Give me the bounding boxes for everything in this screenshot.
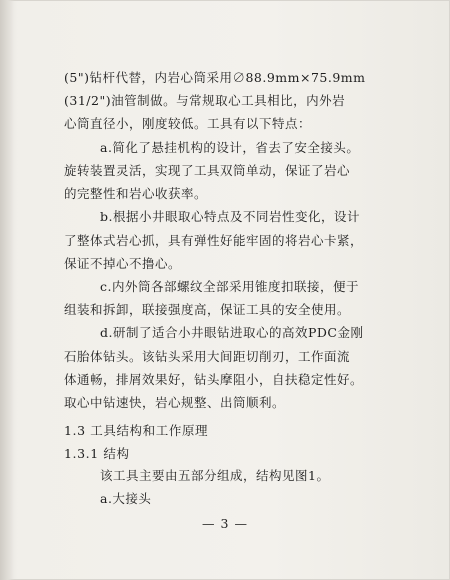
text-line-12: d.研制了适合小井眼钻进取心的高效PDC金刚: [100, 325, 364, 341]
text-line-6: 的完整性和岩心收获率。: [64, 186, 208, 202]
text-line-4: a.简化了悬挂机构的设计，省去了安全接头。: [100, 139, 360, 155]
section-heading-1-3: 1.3 工具结构和工作原理: [64, 422, 209, 438]
text-line-14: 体通畅，排屑效果好，钻头摩阻小，自扶稳定性好。: [64, 371, 364, 387]
text-line-2: (31/2")油管制做。与常规取心工具相比，内外岩: [64, 93, 346, 109]
section-heading-1-3-1: 1.3.1 结构: [64, 445, 130, 461]
page-number: — 3 —: [202, 516, 248, 531]
text-line-5: 旋转装置灵活，实现了工具双筒单动，保证了岩心: [64, 162, 351, 178]
text-line-11: 组装和拆卸，联接强度高，保证工具的安全使用。: [64, 302, 351, 318]
text-line-1: (5")钻杆代替，内岩心筒采用∅88.9mm×75.9mm: [64, 70, 366, 85]
text-line-7: b.根据小井眼取心特点及不同岩性变化，设计: [100, 209, 360, 225]
text-line-10: c.内外筒各部螺纹全部采用锥度扣联接，便于: [100, 278, 359, 294]
page-spine-shadow: [0, 0, 14, 580]
text-line-15: 取心中钻速快，岩心规整、出筒顺利。: [64, 395, 286, 411]
text-line-8: 了整体式岩心抓，具有弹性好能牢固的将岩心卡紧，: [64, 232, 364, 248]
body-text-structure: 该工具主要由五部分组成，结构见图1。: [100, 468, 330, 484]
list-item-a: a.大接头: [100, 491, 152, 507]
text-line-13: 石胎体钻头。该钻头采用大间距切削刃，工作面流: [64, 348, 351, 364]
text-line-3: 心筒直径小，刚度较低。工具有以下特点：: [64, 116, 312, 132]
text-line-9: 保证不掉心不撸心。: [64, 255, 182, 271]
